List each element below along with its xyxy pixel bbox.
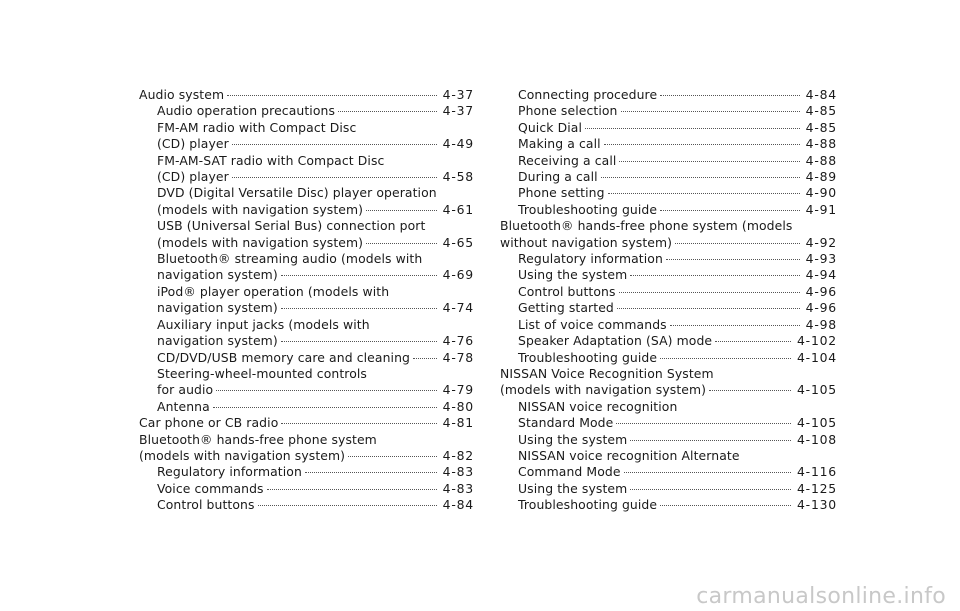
dot-leader [585,128,800,129]
toc-entry[interactable] [500,317,837,333]
toc-entry[interactable] [500,185,837,201]
toc-entry-title: Antenna [157,398,210,414]
toc-column-left [139,87,474,514]
toc-page-number: 4-74 [442,300,474,316]
dot-leader [258,505,437,506]
dot-leader [709,390,791,391]
toc-entry[interactable] [500,267,837,283]
dot-leader [616,423,791,424]
toc-entry-title: Using the system [518,480,628,496]
toc-entry-title-line: NISSAN Voice Recognition System [500,365,714,381]
dot-leader [715,341,791,342]
toc-entry[interactable] [500,103,837,119]
toc-entry-title: without navigation system) [500,234,673,250]
toc-entry-title: Troubleshooting guide [518,349,658,365]
dot-leader [413,358,437,359]
toc-page-number: 4-65 [442,234,474,250]
dot-leader [660,505,791,506]
toc-page-number: 4-89 [805,169,837,185]
dot-leader [338,111,437,112]
toc-page-number: 4-37 [442,103,474,119]
toc-entry-title: Phone setting [518,185,605,201]
dot-leader [366,210,437,211]
dot-leader [281,308,437,309]
toc-entry-title-line: iPod® player operation (models with [157,283,390,299]
toc-entry-title: (CD) player [157,136,229,152]
toc-page-number: 4-84 [442,497,474,513]
dot-leader [666,259,800,260]
toc-entry-title-line: FM-AM-SAT radio with Compact Disc [157,152,385,168]
toc-entry-title: (CD) player [157,169,229,185]
toc-entry[interactable] [139,251,474,284]
toc-page-number: 4-85 [805,103,837,119]
dot-leader [660,210,800,211]
toc-page-number: 4-91 [805,201,837,217]
toc-page-number: 4-80 [442,398,474,414]
dot-leader [630,440,791,441]
toc-page-number: 4-102 [796,333,837,349]
toc-entry[interactable] [139,497,474,513]
toc-entry-title: CD/DVD/USB memory care and cleaning [157,349,410,365]
toc-entry[interactable] [500,169,837,185]
toc-entry[interactable] [500,120,837,136]
toc-page-number: 4-49 [442,136,474,152]
toc-entry[interactable] [139,432,474,465]
toc-page-number: 4-96 [805,283,837,299]
dot-leader [675,243,800,244]
toc-page-number: 4-98 [805,316,837,332]
toc-entry[interactable] [139,317,474,350]
dot-leader [305,472,437,473]
dot-leader [604,144,800,145]
toc-entry[interactable] [139,153,474,186]
toc-page-number: 4-93 [805,251,837,267]
toc-entry[interactable] [500,481,837,497]
toc-entry-title: Regulatory information [157,464,302,480]
toc-page-number: 4-83 [442,480,474,496]
toc-entry[interactable] [500,87,837,103]
toc-entry-title: Using the system [518,267,628,283]
toc-entry-title-line: Steering-wheel-mounted controls [157,365,367,381]
toc-entry[interactable] [500,448,837,481]
toc-entry-title: navigation system) [157,333,278,349]
toc-page-number: 4-94 [805,267,837,283]
toc-page-number: 4-90 [805,185,837,201]
dot-leader [348,456,437,457]
toc-entry[interactable] [139,218,474,251]
toc-entry-title: Troubleshooting guide [518,497,658,513]
toc-entry-title: Car phone or CB radio [139,415,279,431]
dot-leader [232,144,437,145]
toc-entry[interactable] [500,136,837,152]
toc-entry-title: Audio system [139,87,225,102]
toc-entry[interactable] [500,350,837,366]
toc-entry[interactable] [500,497,837,513]
toc-entry-title-line: NISSAN voice recognition Alternate [518,447,740,463]
toc-entry-title-line: NISSAN voice recognition [518,398,678,414]
toc-entry-title-line: Bluetooth® streaming audio (models with [157,251,423,267]
toc-entry[interactable] [139,120,474,153]
dot-leader [232,177,437,178]
toc-page-number: 4-104 [796,349,837,365]
dot-leader [213,407,437,408]
toc-page-number: 4-92 [805,234,837,250]
toc-page-number: 4-85 [805,119,837,135]
toc-entry[interactable] [500,432,837,448]
toc-page-number: 4-78 [442,349,474,365]
toc-entry[interactable] [500,300,837,316]
toc-page-number: 4-61 [442,201,474,217]
toc-page-number: 4-84 [805,87,837,102]
toc-entry[interactable] [500,366,837,399]
toc-page-number: 4-69 [442,267,474,283]
toc-entry-title: Speaker Adaptation (SA) mode [518,333,713,349]
toc-entry-title: navigation system) [157,300,278,316]
toc-entry-title: Control buttons [518,283,616,299]
toc-entry-title-line: Bluetooth® hands-free phone system [139,431,377,447]
toc-entry-title: Control buttons [157,497,255,513]
toc-entry-title: for audio [157,382,214,398]
toc-entry-title: Command Mode [518,464,621,480]
toc-entry-title: Getting started [518,300,614,316]
dot-leader [619,161,799,162]
toc-entry-title: Regulatory information [518,251,663,267]
toc-entry-title: (models with navigation system) [157,201,364,217]
toc-entry-title: Making a call [518,136,601,152]
toc-entry-title: (models with navigation system) [157,234,364,250]
toc-entry-title: Troubleshooting guide [518,201,658,217]
toc-entry[interactable] [500,153,837,169]
dot-leader [617,308,800,309]
toc-entry-title: Audio operation precautions [157,103,336,119]
toc-entry-title: Using the system [518,431,628,447]
toc-page-number: 4-130 [796,497,837,513]
toc-page-number: 4-88 [805,136,837,152]
dot-leader [608,193,800,194]
toc-entry[interactable] [139,284,474,317]
toc-entry-title: Receiving a call [518,152,617,168]
dot-leader [267,489,437,490]
dot-leader [624,472,791,473]
toc-entry[interactable] [139,350,474,366]
dot-leader [216,390,436,391]
dot-leader [630,489,791,490]
dot-leader [660,358,791,359]
toc-entry[interactable] [500,333,837,349]
toc-entry[interactable] [139,464,474,480]
toc-entry-title: Connecting procedure [518,87,658,102]
toc-entry[interactable] [139,87,474,103]
toc-entry[interactable] [500,202,837,218]
toc-entry[interactable] [139,103,474,119]
dot-leader [281,423,436,424]
toc-entry-title-line: USB (Universal Serial Bus) connection port [157,218,426,234]
toc-column-right [500,87,837,514]
toc-entry[interactable] [139,185,474,218]
toc-entry-title-line: Bluetooth® hands-free phone system (models [500,218,793,234]
dot-leader [601,177,800,178]
toc-entry-title: (models with navigation system) [500,382,707,398]
toc-page-number: 4-82 [442,447,474,463]
dot-leader [630,275,799,276]
toc-entry[interactable] [500,399,837,432]
toc-page-number: 4-76 [442,333,474,349]
dot-leader [227,95,437,96]
dot-leader [660,95,799,96]
toc-page-number: 4-108 [796,431,837,447]
toc-entry[interactable] [139,366,474,399]
toc-entry-title-line: Auxiliary input jacks (models with [157,316,370,332]
toc-entry-title: During a call [518,169,598,185]
toc-entry-title: List of voice commands [518,316,667,332]
toc-page-number: 4-116 [796,464,837,480]
toc-page-number: 4-88 [805,152,837,168]
toc-entry-title: Phone selection [518,103,618,119]
dot-leader [281,275,437,276]
dot-leader [621,111,800,112]
toc-entry[interactable] [139,415,474,431]
toc-entry-title: Quick Dial [518,119,582,135]
toc-entry[interactable] [139,399,474,415]
toc-page-number: 4-83 [442,464,474,480]
toc-page-number: 4-105 [796,382,837,398]
toc-page-number: 4-105 [796,415,837,431]
watermark: carmanualsonline.info [696,584,946,609]
toc-entry-title: (models with navigation system) [139,447,346,463]
toc-page-number: 4-81 [442,415,474,431]
toc-entry-title-line: DVD (Digital Versatile Disc) player operation [157,185,437,201]
dot-leader [366,243,437,244]
toc-entry-title: Voice commands [157,480,264,496]
toc-page-number: 4-37 [442,87,474,102]
toc-entry-title: Standard Mode [518,415,614,431]
dot-leader [670,325,800,326]
dot-leader [619,292,800,293]
dot-leader [281,341,437,342]
toc-page-number: 4-58 [442,169,474,185]
toc-entry[interactable] [500,284,837,300]
toc-entry[interactable] [500,218,837,251]
toc-entry-title-line: FM-AM radio with Compact Disc [157,119,357,135]
toc-entry[interactable] [500,251,837,267]
toc-page-number: 4-125 [796,480,837,496]
toc-page-number: 4-79 [442,382,474,398]
toc-entry[interactable] [139,481,474,497]
toc-page-number: 4-96 [805,300,837,316]
toc-entry-title: navigation system) [157,267,278,283]
